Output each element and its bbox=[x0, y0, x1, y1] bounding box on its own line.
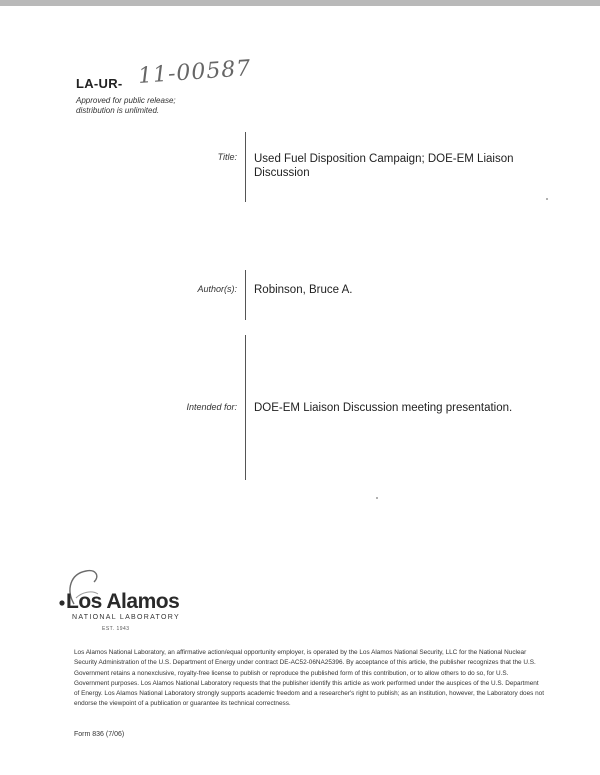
approval-notice bbox=[76, 96, 176, 116]
logo-established: EST. 1943 bbox=[102, 626, 130, 632]
approval-line-2: distribution is unlimited. bbox=[76, 106, 160, 115]
form-number: Form 836 (7/06) bbox=[74, 731, 125, 738]
scan-top-edge bbox=[0, 0, 600, 6]
scan-speck bbox=[376, 497, 378, 499]
logo-subtitle: NATIONAL LABORATORY bbox=[72, 614, 180, 621]
title-value: Used Fuel Disposition Campaign; DOE-EM Liaison Discussion bbox=[254, 153, 514, 179]
intended-value: DOE-EM Liaison Discussion meeting presentation. bbox=[254, 402, 513, 414]
divider-line-intended bbox=[245, 335, 246, 480]
handwritten-report-number: 11-00587 bbox=[137, 56, 253, 89]
title-label: Title: bbox=[217, 152, 237, 162]
report-prefix: LA-UR- bbox=[76, 76, 123, 91]
logo-wordmark: Los Alamos bbox=[66, 590, 180, 613]
legal-disclaimer: Los Alamos National Laboratory, an affirmative action/equal opportunity employer, is operated by the Los Alamos National Security, LLC for the National Nuclear Security Administration of the U.S. Department of Energy under contract DE-AC52-06NA25396. By acceptance of this article, the publisher recognizes that the U.S. Government retains a nonexclusive, royalty-free license to publish or reproduce the published form of this contribution, or to allow others to do so, for U.S. Government purposes. Los Alamos National Laboratory requests that the publisher identify this article as work performed under the auspices of the U.S. Department of Energy. Los Alamos National Laboratory strongly supports academic freedom and a researcher's right to publish; as an institution, however, the Laboratory does not endorse the viewpoint of a publication or guarantee its technical correctness. bbox=[74, 649, 545, 708]
intended-label: Intended for: bbox=[186, 402, 237, 412]
divider-line-title bbox=[245, 132, 246, 202]
author-label: Author(s): bbox=[197, 284, 237, 294]
divider-line-author bbox=[245, 270, 246, 320]
los-alamos-logo bbox=[52, 568, 192, 638]
scan-speck bbox=[546, 198, 548, 200]
approval-line-1: Approved for public release; bbox=[76, 96, 176, 105]
author-value: Robinson, Bruce A. bbox=[254, 284, 353, 296]
